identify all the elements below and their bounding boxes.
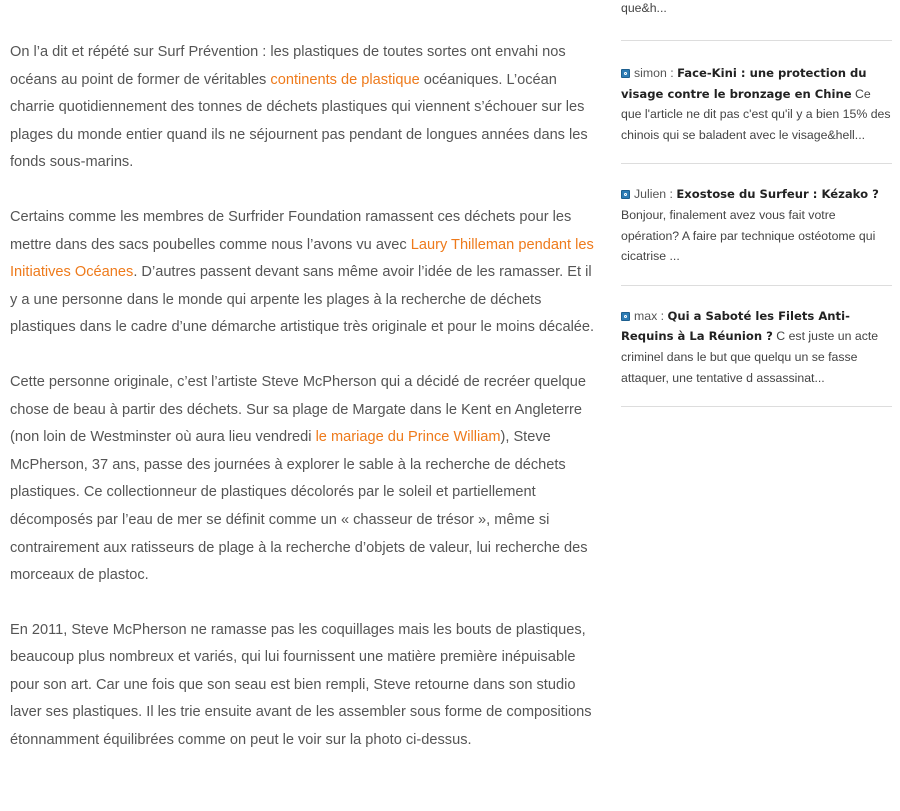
comment-separator: : [666,187,677,202]
comment-entry [621,164,892,285]
comment-post-title[interactable]: Qui a Saboté les Filets Anti-Requins à La Réunion ? [621,308,850,344]
comment-snippet: C est juste un acte criminel dans le but que quelqu un se fasse attaquer, une tentative d assassinat... [621,329,879,385]
comment-snippet: Bonjour, finalement avez vous fait votre opération? A faire par technique ostéotome qui cicatrise ... [621,207,876,264]
comment-body [621,43,892,163]
comment-post-title[interactable]: Exostose du Surfeur : Kézako ? [676,187,879,202]
link-continents-de-plastique[interactable]: continents de plastique [270,71,420,88]
comment-icon [621,69,630,78]
paragraph-text: Certains comme les membres de Surfrider Foundation ramassent ces déchets pour les mettre dans des sacs poubelles comme nous l’avons vu avec [10,208,572,253]
comment-entry-partial [621,0,892,41]
link-laury-thilleman[interactable]: Laury Thilleman pendant les Initiatives Océanes [10,236,594,281]
recent-comments-sidebar [621,0,892,407]
comment-body [621,164,892,284]
comment-author[interactable]: Julien [634,187,667,202]
comment-icon [621,190,630,199]
article-paragraph-4: En 2011, Steve McPherson ne ramasse pas les coquillages mais les bouts de plastiques, beaucoup plus nombreux et variés, qui lui fournissent une matière première inépuisable pour son art. Car une fois que son seau est bien rempli, Steve retourne dans son studio laver ses plastiques. Il les trie ensuite avant de les assembler sous forme de compositions étonnamment équilibrées comme on peut le voir sur la photo ci-dessus. [10,621,592,749]
paragraph-text: ), Steve McPherson, 37 ans, passe des journées à explorer le sable à la recherche de déchets plastiques. Ce collectionneur de plastiques décolorés par le soleil et partiellement décomposés par l’eau de mer se définit comme un « chasseur de trésor », même si contrairement aux ratisseurs de plage à la recherche d’objets de valeur, lui recherche des morceaux de plastoc. [10,429,588,584]
comment-snippet: Ce que l'article ne dit pas c'est qu'il y a bien 15% des chinois qui se baladent avec le visage&hell... [621,86,891,142]
paragraph-text: Cette personne originale, c’est l’artiste Steve McPherson qui a décidé de recréer quelque chose de beau à partir des déchets. Sur sa plage de Margate dans le Kent en Angleterre (non loin de Westminster où aura lieu vendredi [10,373,586,446]
article-paragraph-3 [10,369,600,590]
comment-entry [621,286,892,407]
comment-author[interactable]: max [634,308,658,323]
comment-entry [621,43,892,164]
article-paragraph-1 [10,39,600,177]
paragraph-text: On l’a dit et répété sur Surf Prévention : les plastiques de toutes sortes ont envahi nos océans au point de former de véritables [10,44,566,88]
comment-separator: : [657,308,668,323]
comment-body [621,286,892,406]
article-paragraph-2 [10,204,600,342]
comment-separator: : [666,66,678,80]
comment-author[interactable]: simon [634,66,667,80]
link-mariage-prince-william[interactable]: le mariage du Prince William [315,429,501,446]
paragraph-text: océaniques. L’océan charrie quotidiennement des tonnes de déchets plastiques qui viennent s’échouer sur les plages du monde entier quand ils ne séjournent pas pendant de longues années dans les fonds sous-marins. [10,71,588,171]
comment-snippet: que&h... [621,1,667,15]
comment-post-title[interactable]: Face-Kini : une protection du visage contre le bronzage en Chine [621,66,867,101]
comment-icon [621,312,630,321]
paragraph-text: . D’autres passent devant sans même avoir l’idée de les ramasser. Et il y a une personne dans le monde qui arpente les plages à la recherche de déchets plastiques dans le cadre d’une démarche artistique très originale et pour le moins décalée. [10,264,595,336]
article-body [10,39,600,782]
